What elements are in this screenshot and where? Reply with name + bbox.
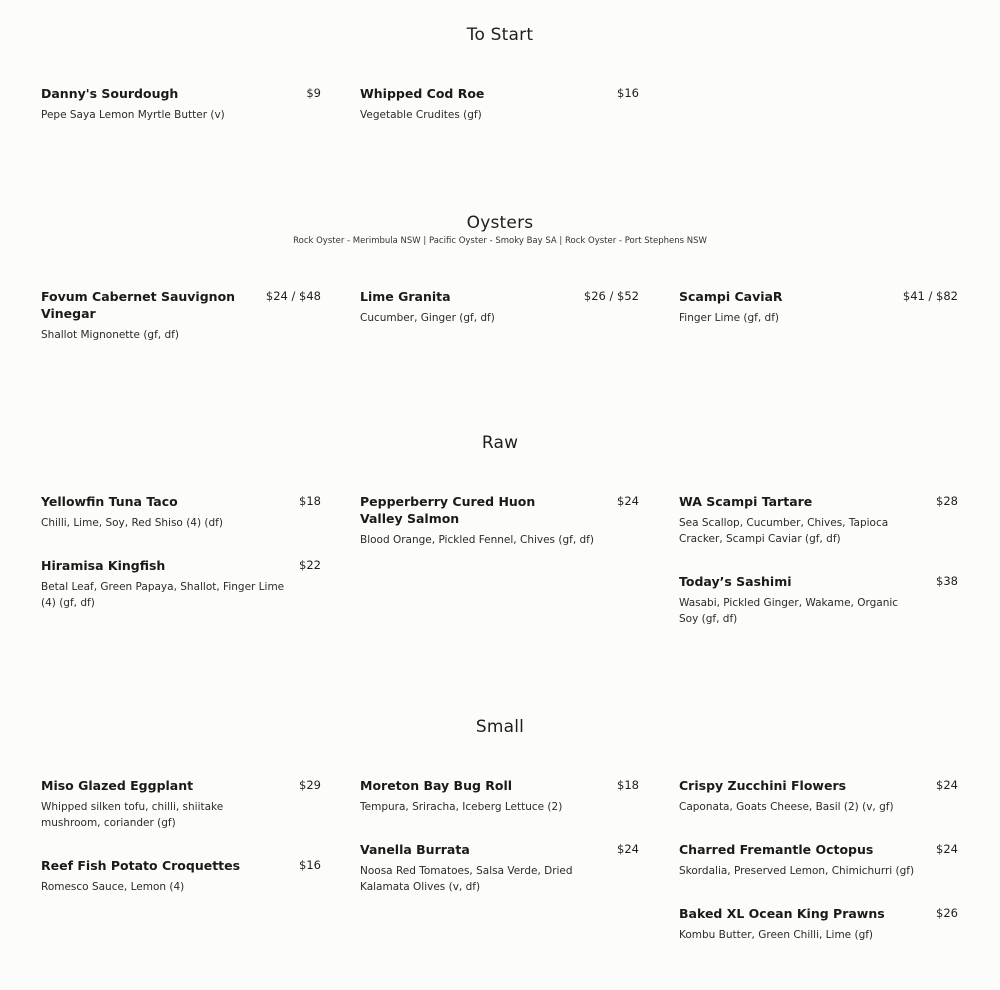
item-price: $28 — [936, 494, 958, 508]
menu-item — [679, 841, 958, 881]
item-desc: Cucumber, Ginger (gf, df) — [360, 312, 495, 324]
section-title-oysters: Oysters — [466, 213, 534, 233]
item-name: Miso Glazed Eggplant — [41, 778, 194, 793]
section-title-small: Small — [475, 717, 525, 737]
item-desc: Skordalia, Preserved Lemon, Chimichurri (gf) — [679, 865, 915, 877]
item-name: Reef Fish Potato Croquettes — [41, 858, 241, 873]
item-price: $24 — [936, 778, 958, 792]
menu-item — [679, 905, 958, 945]
item-desc: Romesco Sauce, Lemon (4) — [41, 881, 185, 893]
item-desc: Vegetable Crudites (gf) — [360, 109, 482, 121]
item-name: Whipped Cod Roe — [360, 86, 485, 101]
item-name: Hiramisa Kingfish — [41, 558, 166, 573]
item-desc: Kombu Butter, Green Chilli, Lime (gf) — [679, 929, 874, 941]
item-name: Danny's Sourdough — [41, 86, 179, 101]
item-desc: Betal Leaf, Green Papaya, Shallot, Finger Lime (4) (gf, df) — [41, 581, 285, 609]
item-desc: Wasabi, Pickled Ginger, Wakame, Organic Soy (gf, df) — [679, 597, 899, 625]
menu-item — [360, 841, 639, 901]
item-price: $24 / $48 — [265, 289, 321, 303]
item-desc: Pepe Saya Lemon Myrtle Butter (v) — [41, 109, 225, 121]
item-price: $41 / $82 — [902, 289, 958, 303]
item-name: Lime Granita — [360, 289, 451, 304]
menu-item — [360, 493, 639, 553]
menu-item — [41, 493, 321, 533]
item-price: $16 — [299, 858, 321, 872]
menu-item — [41, 85, 321, 125]
item-price: $24 — [936, 842, 958, 856]
item-name: Baked XL Ocean King Prawns — [679, 906, 885, 921]
item-name: Vanella Burrata — [360, 842, 470, 857]
item-desc: Caponata, Goats Cheese, Basil (2) (v, gf) — [679, 801, 894, 813]
menu-item — [360, 85, 639, 125]
item-name: Moreton Bay Bug Roll — [360, 778, 513, 793]
item-desc: Finger Lime (gf, df) — [679, 312, 780, 324]
menu-item — [41, 288, 321, 348]
item-name: Today’s Sashimi — [679, 574, 792, 589]
item-price: $29 — [299, 778, 321, 792]
item-desc: Whipped silken tofu, chilli, shiitake mushroom, coriander (gf) — [41, 801, 224, 829]
item-price: $26 — [936, 906, 958, 920]
menu-item — [41, 777, 321, 837]
item-name: Crispy Zucchini Flowers — [679, 778, 847, 793]
item-desc: Shallot Mignonette (gf, df) — [41, 329, 179, 341]
section-subtitle-oysters: Rock Oyster - Merimbula NSW | Pacific Oyster - Smoky Bay SA | Rock Oyster - Port Stephens NSW — [293, 236, 707, 246]
item-price: $18 — [617, 778, 639, 792]
item-price: $26 / $52 — [583, 289, 639, 303]
section-title-raw: Raw — [481, 433, 519, 453]
item-name: Charred Fremantle Octopus — [679, 842, 874, 857]
item-desc: Tempura, Sriracha, Iceberg Lettuce (2) — [360, 801, 563, 813]
item-name: WA Scampi Tartare — [679, 494, 813, 509]
item-price: $9 — [306, 86, 321, 100]
menu-item — [679, 573, 958, 633]
item-desc: Blood Orange, Pickled Fennel, Chives (gf, df) — [360, 534, 594, 546]
item-desc: Noosa Red Tomatoes, Salsa Verde, Dried Kalamata Olives (v, df) — [360, 865, 573, 893]
item-price: $16 — [617, 86, 639, 100]
menu-item — [679, 288, 958, 328]
item-name: Pepperberry Cured Huon Valley Salmon — [360, 494, 536, 526]
menu-item — [41, 857, 321, 897]
menu-item — [679, 777, 958, 817]
menu-item — [41, 557, 321, 617]
section-title-to-start: To Start — [466, 25, 534, 45]
menu-item — [360, 777, 639, 817]
item-desc: Sea Scallop, Cucumber, Chives, Tapioca Cracker, Scampi Caviar (gf, df) — [679, 517, 889, 545]
menu-item — [679, 493, 958, 553]
item-desc: Chilli, Lime, Soy, Red Shiso (4) (df) — [41, 517, 223, 529]
item-name: Scampi CaviaR — [679, 289, 783, 304]
item-price: $18 — [299, 494, 321, 508]
item-price: $22 — [299, 558, 321, 572]
item-name: Fovum Cabernet Sauvignon Vinegar — [41, 289, 236, 321]
item-price: $24 — [617, 842, 639, 856]
item-price: $38 — [936, 574, 958, 588]
item-price: $24 — [617, 494, 639, 508]
menu-item — [360, 288, 639, 328]
item-name: Yellowfin Tuna Taco — [41, 494, 178, 509]
